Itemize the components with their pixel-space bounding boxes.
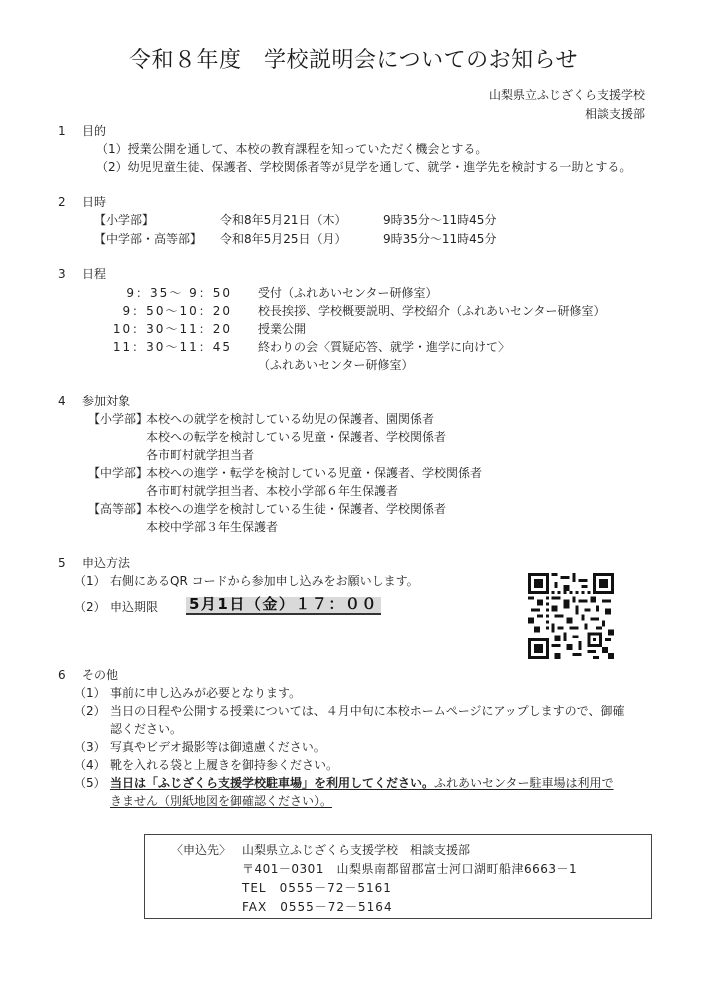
other-item-5-line <box>110 777 614 789</box>
other-item-2-text: 当日の日程や公開する授業については、４月中旬に本校ホームページにアップしますので、御確 <box>110 704 625 718</box>
section-1-number: 1 <box>58 124 66 138</box>
participants-line: 本校への転学を検討している児童・保護者、学校関係者 <box>146 430 447 444</box>
participants-dept-elementary: 【小学部】 <box>88 412 149 426</box>
contact-fax: FAX 0555－72－5164 <box>242 900 393 914</box>
section-6-number: 6 <box>58 668 66 682</box>
schedule-event-2: 校長挨拶、学校概要説明、学校紹介（ふれあいセンター研修室） <box>258 304 606 318</box>
other-item-2-number: （2） <box>74 704 106 718</box>
other-item-2-text-cont: 認ください。 <box>110 722 183 736</box>
participants-line: 各市町村就学担当者 <box>146 448 255 462</box>
participants-line: 本校への進学を検討している生徒・保護者、学校関係者 <box>146 502 447 516</box>
participants-dept-high: 【高等部】 <box>88 502 149 516</box>
other-item-5-text-cont: きません（別紙地図を御確認ください）。 <box>110 794 333 808</box>
schedule-time-2: 9：50～10：20 <box>122 304 232 318</box>
contact-label: 〈申込先〉 <box>171 843 232 857</box>
schedule-time-1: 9：35～ 9：50 <box>126 286 232 300</box>
datetime-date-1: 令和8年5月21日（木） <box>220 213 347 227</box>
section-2-heading: 日時 <box>82 195 107 209</box>
section-4-number: 4 <box>58 394 66 408</box>
contact-name: 山梨県立ふじざくら支援学校 相談支援部 <box>242 843 471 857</box>
application-deadline: 5月1日（金）１７：００ <box>186 597 381 615</box>
section-5-number: 5 <box>58 556 66 570</box>
page-title: 令和８年度 学校説明会についてのお知らせ <box>129 48 578 73</box>
qr-code-icon[interactable] <box>528 573 614 659</box>
parking-notice-text: ふれあいセンター駐車場は利用で <box>434 776 614 790</box>
schedule-time-4: 11：30～11：45 <box>112 340 232 354</box>
section-2-number: 2 <box>58 195 66 209</box>
application-item-2-number: （2） <box>74 600 106 614</box>
section-1-heading: 目的 <box>82 124 107 138</box>
other-item-3-text: 写真やビデオ撮影等は御遠慮ください。 <box>110 740 326 754</box>
purpose-item-1: （1）授業公開を通して、本校の教育課程を知っていただく機会とする。 <box>96 142 488 156</box>
purpose-item-2: （2）幼児児童生徒、保護者、学校関係者等が見学を通して、就学・進学先を検討する一助とする。 <box>96 160 632 174</box>
parking-notice-bold: 当日は「ふじざくら支援学校駐車場」を利用してください。 <box>110 776 435 790</box>
department-name: 相談支援部 <box>584 107 645 121</box>
contact-box <box>144 834 652 919</box>
datetime-date-2: 令和8年5月25日（月） <box>220 232 347 246</box>
organization-name: 山梨県立ふじざくら支援学校 <box>488 88 645 102</box>
application-item-1-number: （1） <box>74 574 106 588</box>
datetime-time-1: 9時35分～11時45分 <box>383 213 497 227</box>
contact-address: 〒401－0301 山梨県南都留郡富士河口湖町船津6663－1 <box>242 862 578 876</box>
section-3-number: 3 <box>58 267 66 281</box>
contact-tel: TEL 0555－72－5161 <box>242 881 392 895</box>
application-item-1-text: 右側にあるQR コードから参加申し込みをお願いします。 <box>110 574 419 588</box>
datetime-dept-2: 【中学部・高等部】 <box>94 232 203 246</box>
other-item-4-number: （4） <box>74 758 106 772</box>
datetime-dept-1: 【小学部】 <box>94 213 155 227</box>
schedule-event-3: 授業公開 <box>258 322 307 336</box>
participants-dept-junior: 【中学部】 <box>88 466 149 480</box>
other-item-4-text: 靴を入れる袋と上履きを御持参ください。 <box>110 758 339 772</box>
schedule-time-3: 10：30～11：20 <box>112 322 232 336</box>
other-item-5-number: （5） <box>74 776 106 790</box>
other-item-3-number: （3） <box>74 740 106 754</box>
application-deadline-label: 申込期限 <box>110 600 159 614</box>
participants-line: 本校への就学を検討している幼児の保護者、園関係者 <box>146 412 435 426</box>
participants-line: 本校への進学・転学を検討している児童・保護者、学校関係者 <box>146 466 483 480</box>
other-item-1-text: 事前に申し込みが必要となります。 <box>110 686 302 700</box>
participants-line: 各市町村就学担当者、本校小学部６年生保護者 <box>146 484 399 498</box>
schedule-event-4-location: （ふれあいセンター研修室） <box>258 358 414 372</box>
section-5-heading: 申込方法 <box>82 556 131 570</box>
schedule-event-1: 受付（ふれあいセンター研修室） <box>258 286 438 300</box>
other-item-1-number: （1） <box>74 686 106 700</box>
section-6-heading: その他 <box>82 668 119 682</box>
section-4-heading: 参加対象 <box>82 394 131 408</box>
schedule-event-4: 終わりの会〈質疑応答、就学・進学に向けて〉 <box>258 340 511 354</box>
section-3-heading: 日程 <box>82 267 107 281</box>
participants-line: 本校中学部３年生保護者 <box>146 520 279 534</box>
datetime-time-2: 9時35分～11時45分 <box>383 232 497 246</box>
